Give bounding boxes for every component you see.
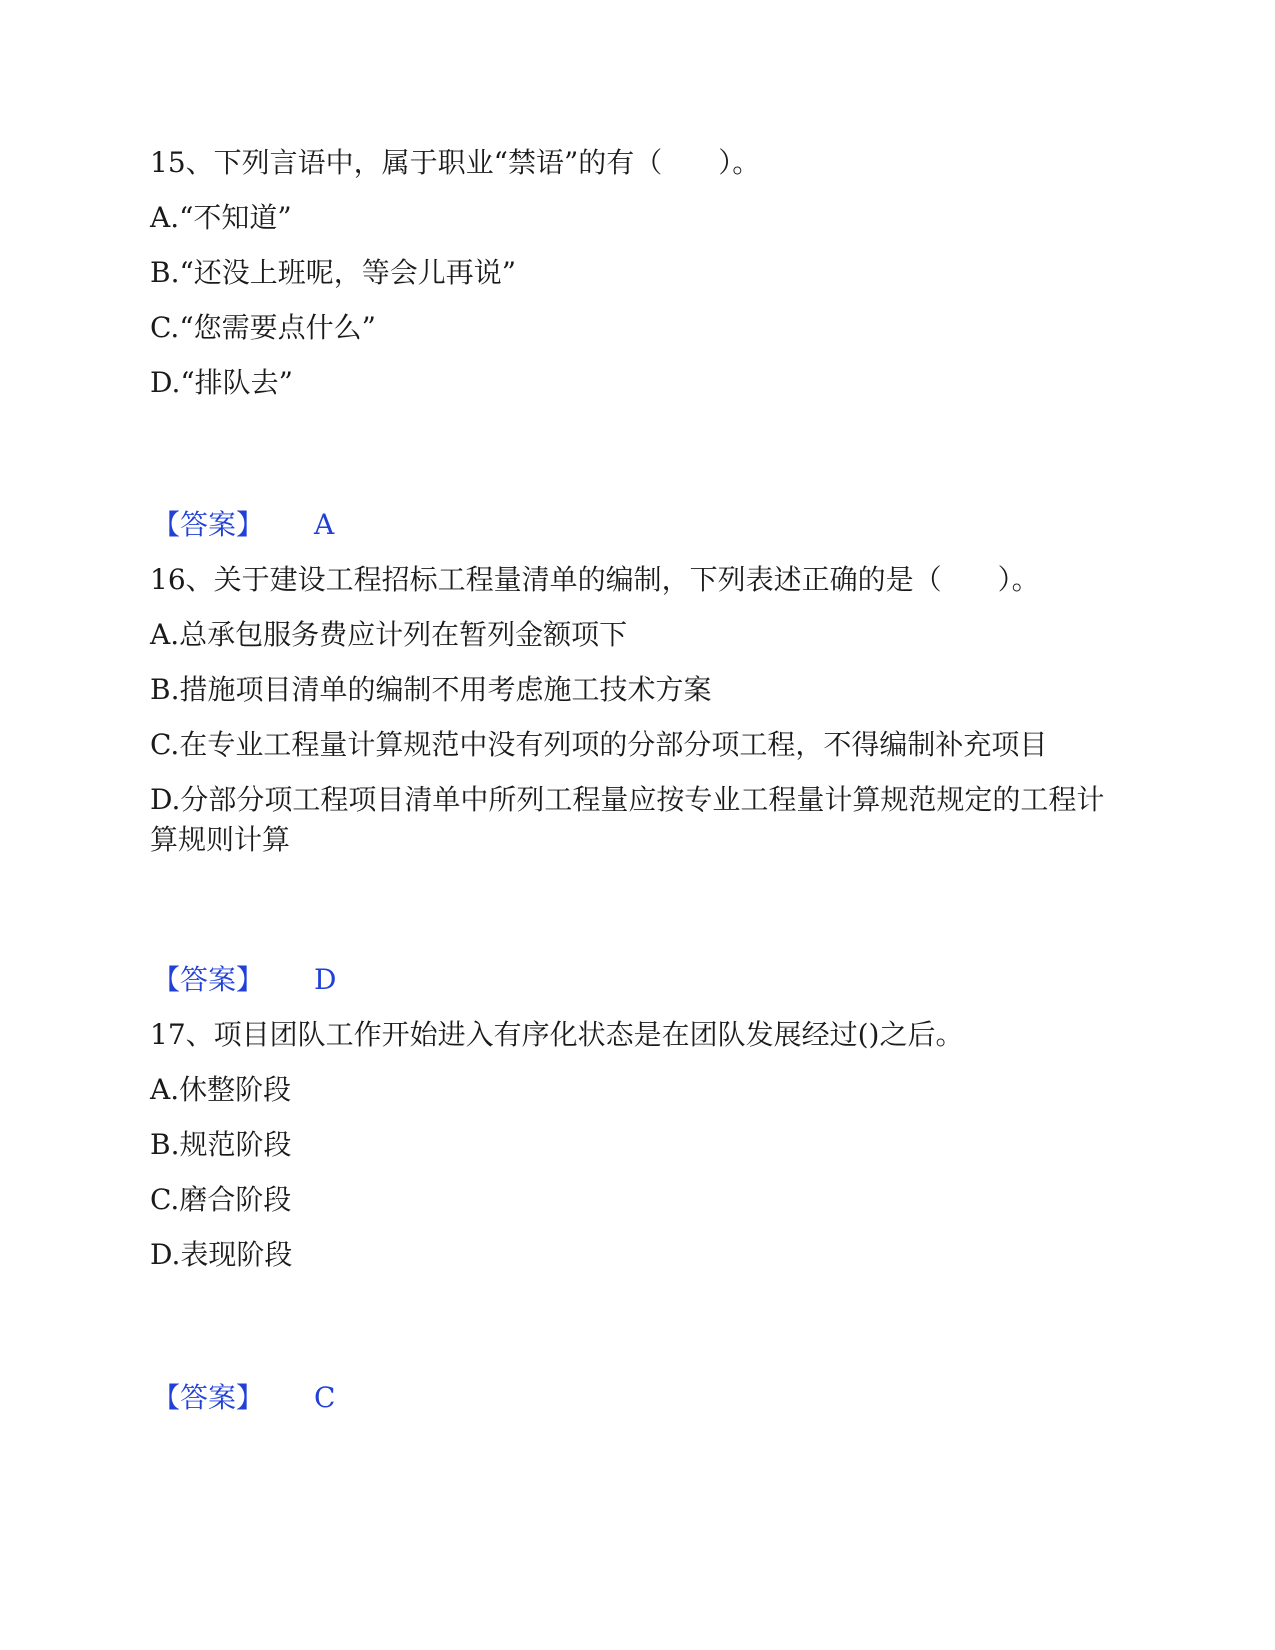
question-15-option-c: C.“您需要点什么” bbox=[150, 311, 376, 344]
answer-label: 【答案】 bbox=[152, 508, 265, 541]
question-16-option-d: D.分部分项工程项目清单中所列工程量应按专业工程量计算规范规定的工程计算规则计算 bbox=[150, 783, 1105, 856]
answer-value: A bbox=[314, 508, 335, 541]
question-17-option-c: C.磨合阶段 bbox=[150, 1183, 292, 1216]
question-16-answer bbox=[152, 963, 336, 997]
question-16-option-c: C.在专业工程量计算规范中没有列项的分部分项工程，不得编制补充项目 bbox=[150, 728, 1048, 761]
question-17-answer bbox=[152, 1381, 335, 1415]
question-16-option-a: A.总承包服务费应计列在暂列金额项下 bbox=[150, 618, 628, 651]
question-17-option-b: B.规范阶段 bbox=[150, 1128, 292, 1161]
question-15-answer bbox=[152, 508, 334, 542]
question-15-option-d: D.“排队去” bbox=[150, 366, 293, 399]
answer-label: 【答案】 bbox=[152, 963, 265, 996]
question-17-stem: 17、项目团队工作开始进入有序化状态是在团队发展经过()之后。 bbox=[150, 1018, 964, 1051]
question-15-option-b: B.“还没上班呢，等会儿再说” bbox=[150, 256, 517, 289]
answer-value: C bbox=[314, 1381, 336, 1414]
question-17-option-d: D.表现阶段 bbox=[150, 1238, 293, 1271]
answer-label: 【答案】 bbox=[152, 1381, 265, 1414]
question-15-option-a: A.“不知道” bbox=[150, 201, 292, 234]
question-16-stem: 16、关于建设工程招标工程量清单的编制，下列表述正确的是（ ）。 bbox=[150, 563, 1040, 596]
answer-value: D bbox=[314, 963, 337, 996]
question-15-stem: 15、下列言语中，属于职业“禁语”的有（ ）。 bbox=[150, 146, 761, 179]
question-16-option-b: B.措施项目清单的编制不用考虑施工技术方案 bbox=[150, 673, 712, 706]
question-17-option-a: A.休整阶段 bbox=[150, 1073, 292, 1106]
